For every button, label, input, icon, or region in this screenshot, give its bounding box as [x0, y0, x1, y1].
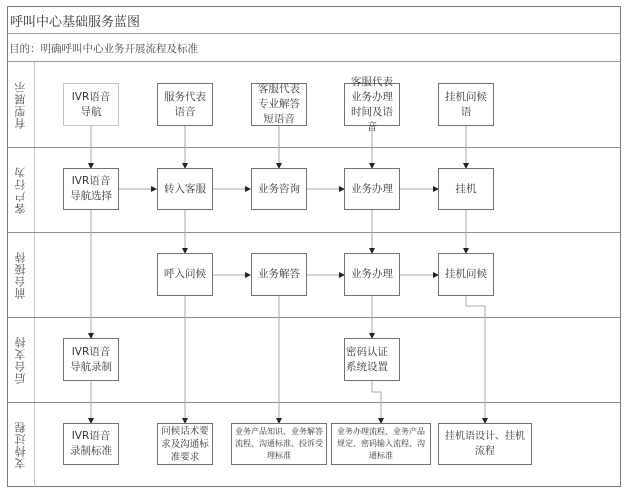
node-password-auth-setup — [344, 338, 400, 381]
node-hang-up — [438, 168, 494, 210]
lane-label — [7, 318, 35, 402]
lane-label — [7, 403, 35, 487]
lane-label — [7, 233, 35, 317]
node-label: 业务咨询 — [258, 182, 300, 195]
node-inbound-greeting — [157, 253, 213, 296]
node-greeting-script-standard — [157, 423, 213, 465]
node-handling-time-voice — [344, 75, 400, 133]
diagram-title: 呼叫中心基础服务蓝图 — [10, 15, 141, 30]
node-business-handling-front — [344, 253, 400, 296]
node-pro-answer-voice — [251, 83, 307, 126]
purpose-row — [7, 34, 621, 62]
node-label: 挂机问候语 — [445, 90, 487, 118]
lane-label-text: 前台接待 — [13, 251, 27, 299]
node-label: 呼入问候 — [164, 268, 206, 280]
lane-label-text: 后台支持 — [13, 336, 27, 384]
lane-label-text: 有型展示 — [13, 80, 27, 129]
lane-label — [7, 62, 35, 147]
node-label: 客服代表专业解答短语音 — [258, 83, 300, 125]
node-product-knowledge-standard — [231, 423, 327, 465]
node-ivr-recording-standard — [63, 423, 119, 465]
node-label: 密码认证系统设置 — [346, 345, 388, 373]
node-label: 问候话术要求及沟通标准要求 — [161, 425, 209, 463]
node-label: IVR语音录制标准 — [70, 430, 112, 457]
node-label: IVR语音导航录制 — [70, 345, 112, 373]
node-handling-process-standard — [331, 423, 431, 465]
node-label: 挂机语设计、挂机流程 — [445, 431, 525, 457]
diagram-purpose: 目的：明确呼叫中心业务开展流程及标准 — [9, 43, 198, 55]
node-label: 服务代表语音 — [164, 90, 206, 118]
node-ivr-nav-recording — [63, 338, 119, 381]
lane-label-text: 客户行为 — [13, 166, 27, 214]
node-business-handling-customer — [344, 168, 400, 210]
node-label: 挂机 — [455, 182, 477, 195]
node-label: 业务产品知识、业务解答流程、沟通标准、投诉受理标准 — [235, 427, 323, 460]
node-label: 业务办理 — [351, 182, 393, 195]
node-transfer-to-agent — [157, 168, 213, 210]
node-label: 挂机问候 — [445, 268, 487, 280]
node-ivr-nav-select — [63, 168, 119, 210]
node-label: 业务办理流程、业务产品规定、密码输入流程、沟通标准 — [337, 427, 425, 460]
node-label: 业务办理 — [351, 268, 393, 280]
node-ivr-voice-nav — [63, 83, 119, 126]
lane-front-stage — [7, 233, 621, 318]
node-label: 转入客服 — [164, 182, 206, 195]
node-label: IVR语音导航选择 — [70, 175, 112, 202]
node-hangup-greeting — [438, 83, 494, 126]
lane-label-text: 支持过程 — [13, 421, 27, 469]
node-hangup-design-process — [438, 423, 532, 465]
node-label: 业务解答 — [258, 268, 300, 280]
node-business-answer — [251, 253, 307, 296]
node-hangup-greeting-front — [438, 253, 494, 296]
node-service-rep-voice — [157, 83, 213, 126]
node-business-inquiry — [251, 168, 307, 210]
node-label: 客服代表业务办理时间及语音 — [351, 75, 393, 133]
node-label: IVR语音导航 — [71, 90, 111, 118]
lane-label — [7, 148, 35, 232]
title-row — [7, 6, 621, 34]
